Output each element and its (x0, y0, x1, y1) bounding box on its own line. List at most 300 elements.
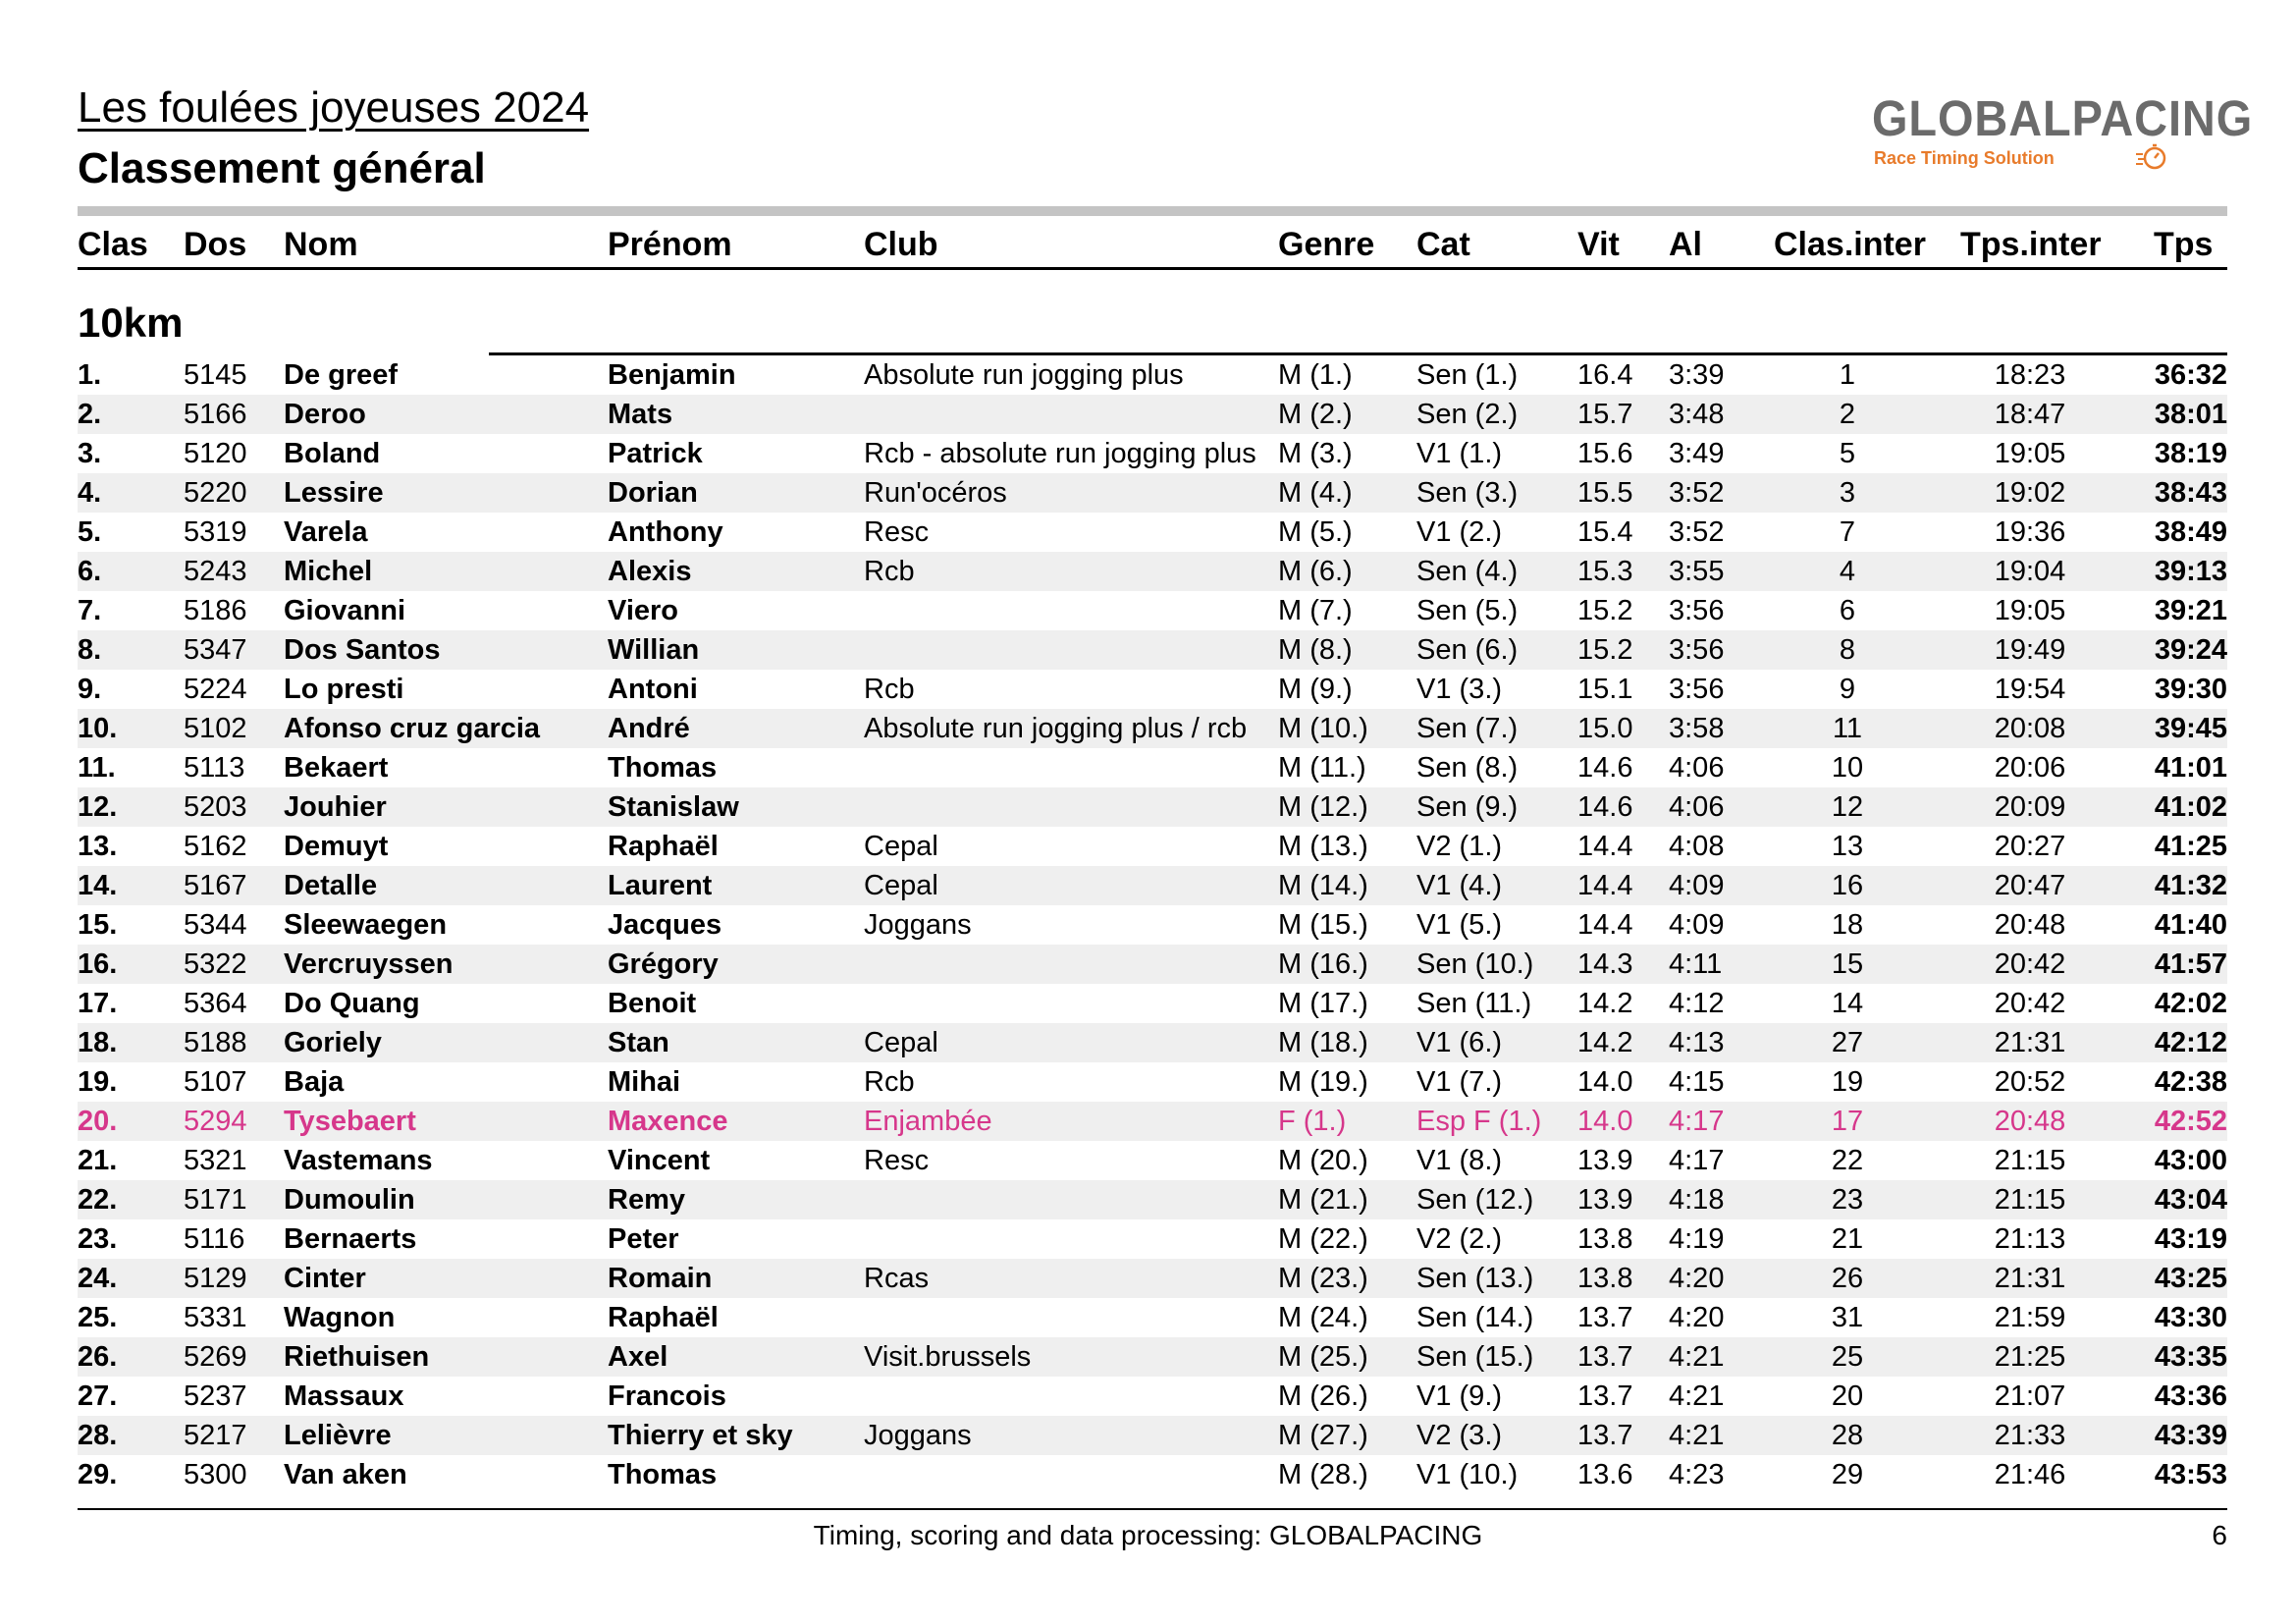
cell-clas: 12. (78, 791, 118, 823)
cell-vit: 14.0 (1577, 1066, 1633, 1098)
cell-prenom: Jacques (608, 909, 722, 941)
cell-dos: 5116 (184, 1223, 245, 1255)
cell-nom: Sleewaegen (284, 909, 448, 941)
table-row (0, 984, 2296, 1023)
cell-clas: 8. (78, 634, 102, 666)
cell-al: 4:15 (1669, 1066, 1725, 1098)
cell-prenom: Vincent (608, 1145, 711, 1176)
cell-cat: V1 (6.) (1416, 1027, 1503, 1058)
cell-prenom: Laurent (608, 870, 713, 901)
cell-tps-inter: 21:07 (1994, 1380, 2066, 1412)
table-row (0, 1023, 2296, 1062)
cell-tps: 41:01 (2154, 752, 2227, 784)
cell-nom: Giovanni (284, 595, 406, 626)
header-rule (78, 267, 2227, 270)
cell-clas-inter: 11 (1832, 713, 1863, 744)
cell-clas: 20. (78, 1106, 118, 1137)
table-row (0, 905, 2296, 945)
cell-cat: Sen (14.) (1416, 1302, 1534, 1333)
cell-prenom: Peter (608, 1223, 679, 1255)
cell-dos: 5224 (184, 674, 247, 705)
table-row (0, 945, 2296, 984)
cell-vit: 15.2 (1577, 595, 1633, 626)
cell-clas: 24. (78, 1263, 118, 1294)
cell-clas-inter: 17 (1831, 1106, 1864, 1137)
cell-clas: 13. (78, 831, 118, 862)
cell-clas-inter: 28 (1831, 1420, 1864, 1451)
table-row (0, 1377, 2296, 1416)
cell-vit: 13.9 (1577, 1184, 1633, 1216)
cell-vit: 14.2 (1577, 1027, 1633, 1058)
cell-al: 4:09 (1669, 909, 1725, 941)
cell-tps-inter: 20:48 (1994, 1106, 2066, 1137)
cell-tps-inter: 18:47 (1994, 399, 2066, 430)
cell-club: Enjambée (864, 1106, 992, 1137)
cell-dos: 5203 (184, 791, 247, 823)
cell-prenom: Viero (608, 595, 679, 626)
cell-cat: Sen (7.) (1416, 713, 1519, 744)
cell-genre: M (12.) (1278, 791, 1368, 823)
table-row (0, 355, 2296, 395)
cell-dos: 5300 (184, 1459, 247, 1490)
table-row (0, 1141, 2296, 1180)
cell-genre: M (27.) (1278, 1420, 1368, 1451)
cell-prenom: Antoni (608, 674, 698, 705)
cell-club: Run'océros (864, 477, 1007, 509)
column-header-cat: Cat (1416, 226, 1470, 263)
cell-clas: 17. (78, 988, 118, 1019)
cell-clas-inter: 25 (1831, 1341, 1864, 1373)
cell-clas-inter: 13 (1831, 831, 1864, 862)
cell-clas: 22. (78, 1184, 118, 1216)
cell-vit: 14.0 (1577, 1106, 1633, 1137)
cell-prenom: Anthony (608, 516, 723, 548)
table-row (0, 1102, 2296, 1141)
table-row (0, 513, 2296, 552)
cell-genre: M (14.) (1278, 870, 1368, 901)
cell-club: Absolute run jogging plus / rcb (864, 713, 1248, 744)
cell-tps: 43:30 (2154, 1302, 2227, 1333)
cell-nom: Tysebaert (284, 1106, 416, 1137)
cell-al: 4:06 (1669, 791, 1725, 823)
cell-vit: 15.3 (1577, 556, 1633, 587)
cell-clas: 1. (78, 359, 102, 391)
cell-tps-inter: 21:25 (1994, 1341, 2066, 1373)
cell-genre: M (13.) (1278, 831, 1368, 862)
cell-club: Cepal (864, 831, 938, 862)
cell-tps: 39:24 (2154, 634, 2227, 666)
cell-prenom: André (608, 713, 690, 744)
cell-tps-inter: 19:05 (1994, 595, 2066, 626)
cell-vit: 15.0 (1577, 713, 1633, 744)
cell-clas-inter: 15 (1831, 948, 1864, 980)
cell-dos: 5220 (184, 477, 247, 509)
cell-al: 4:11 (1669, 948, 1723, 980)
cell-tps-inter: 20:47 (1994, 870, 2066, 901)
cell-clas-inter: 8 (1839, 634, 1856, 666)
cell-club: Joggans (864, 1420, 972, 1451)
cell-clas: 28. (78, 1420, 118, 1451)
cell-tps: 39:45 (2154, 713, 2227, 744)
cell-clas: 29. (78, 1459, 118, 1490)
cell-clas-inter: 21 (1831, 1223, 1864, 1255)
cell-al: 4:21 (1669, 1380, 1725, 1412)
cell-al: 4:06 (1669, 752, 1725, 784)
cell-tps: 41:32 (2154, 870, 2227, 901)
table-row (0, 395, 2296, 434)
cell-tps-inter: 19:04 (1994, 556, 2066, 587)
cell-genre: F (1.) (1278, 1106, 1347, 1137)
cell-clas: 23. (78, 1223, 118, 1255)
cell-clas: 18. (78, 1027, 118, 1058)
column-header-tps: Tps (2154, 226, 2214, 263)
cell-nom: Bernaerts (284, 1223, 417, 1255)
table-row (0, 670, 2296, 709)
cell-tps-inter: 20:09 (1994, 791, 2066, 823)
cell-nom: Michel (284, 556, 373, 587)
cell-tps-inter: 20:42 (1994, 948, 2066, 980)
table-row (0, 866, 2296, 905)
cell-cat: V1 (8.) (1416, 1145, 1503, 1176)
cell-nom: Goriely (284, 1027, 382, 1058)
cell-club: Rcb (864, 556, 915, 587)
cell-tps-inter: 20:08 (1994, 713, 2066, 744)
cell-genre: M (22.) (1278, 1223, 1368, 1255)
cell-dos: 5186 (184, 595, 247, 626)
cell-clas: 2. (78, 399, 102, 430)
cell-nom: Detalle (284, 870, 378, 901)
cell-club: Resc (864, 516, 930, 548)
cell-dos: 5364 (184, 988, 247, 1019)
cell-cat: V2 (3.) (1416, 1420, 1503, 1451)
cell-tps: 41:02 (2154, 791, 2227, 823)
cell-cat: Sen (9.) (1416, 791, 1519, 823)
cell-club: Cepal (864, 1027, 938, 1058)
cell-tps: 39:30 (2154, 674, 2227, 705)
table-row (0, 630, 2296, 670)
cell-prenom: Remy (608, 1184, 685, 1216)
cell-clas-inter: 18 (1831, 909, 1864, 941)
cell-prenom: Mihai (608, 1066, 681, 1098)
logo-tagline: Race Timing Solution (1874, 148, 2055, 168)
cell-cat: V1 (5.) (1416, 909, 1503, 941)
cell-vit: 15.2 (1577, 634, 1633, 666)
cell-clas: 26. (78, 1341, 118, 1373)
cell-al: 4:19 (1669, 1223, 1725, 1255)
cell-genre: M (19.) (1278, 1066, 1368, 1098)
cell-al: 3:56 (1669, 595, 1725, 626)
cell-dos: 5237 (184, 1380, 247, 1412)
column-header-tps-inter: Tps.inter (1960, 226, 2102, 263)
cell-nom: Lelièvre (284, 1420, 392, 1451)
cell-cat: Sen (4.) (1416, 556, 1519, 587)
cell-vit: 15.6 (1577, 438, 1633, 469)
table-row (0, 1337, 2296, 1377)
cell-vit: 15.5 (1577, 477, 1633, 509)
cell-tps: 43:39 (2154, 1420, 2227, 1451)
cell-dos: 5113 (184, 752, 245, 784)
cell-tps: 43:53 (2154, 1459, 2227, 1490)
cell-tps: 41:40 (2154, 909, 2227, 941)
table-row (0, 552, 2296, 591)
column-header-prenom: Prénom (608, 226, 732, 263)
cell-prenom: Francois (608, 1380, 726, 1412)
cell-vit: 14.4 (1577, 831, 1633, 862)
cell-vit: 15.1 (1577, 674, 1633, 705)
cell-clas-inter: 29 (1831, 1459, 1864, 1490)
cell-prenom: Stan (608, 1027, 669, 1058)
cell-genre: M (25.) (1278, 1341, 1368, 1373)
column-header-club: Club (864, 226, 938, 263)
cell-clas: 10. (78, 713, 118, 744)
cell-tps-inter: 21:31 (1994, 1263, 2066, 1294)
cell-cat: Sen (11.) (1416, 988, 1532, 1019)
cell-cat: V1 (7.) (1416, 1066, 1503, 1098)
cell-nom: Demuyt (284, 831, 389, 862)
cell-tps: 43:35 (2154, 1341, 2227, 1373)
cell-al: 4:21 (1669, 1341, 1725, 1373)
cell-tps-inter: 21:15 (1994, 1145, 2066, 1176)
cell-dos: 5319 (184, 516, 247, 548)
column-header-vit: Vit (1577, 226, 1620, 263)
table-row (0, 1416, 2296, 1455)
cell-club: Rcb - absolute run jogging plus (864, 438, 1256, 469)
cell-genre: M (28.) (1278, 1459, 1368, 1490)
cell-nom: Cinter (284, 1263, 366, 1294)
cell-vit: 13.7 (1577, 1341, 1633, 1373)
cell-genre: M (2.) (1278, 399, 1353, 430)
cell-prenom: Thierry et sky (608, 1420, 793, 1451)
cell-al: 3:49 (1669, 438, 1725, 469)
table-row (0, 787, 2296, 827)
cell-clas: 15. (78, 909, 118, 941)
cell-al: 4:09 (1669, 870, 1725, 901)
cell-genre: M (7.) (1278, 595, 1353, 626)
table-row (0, 1219, 2296, 1259)
cell-clas: 4. (78, 477, 102, 509)
cell-vit: 13.6 (1577, 1459, 1633, 1490)
cell-clas-inter: 19 (1831, 1066, 1864, 1098)
cell-prenom: Stanislaw (608, 791, 739, 823)
cell-cat: V1 (10.) (1416, 1459, 1519, 1490)
cell-prenom: Benjamin (608, 359, 736, 391)
cell-al: 3:48 (1669, 399, 1725, 430)
cell-genre: M (9.) (1278, 674, 1353, 705)
cell-al: 4:21 (1669, 1420, 1725, 1451)
cell-cat: V1 (4.) (1416, 870, 1503, 901)
cell-club: Cepal (864, 870, 938, 901)
cell-nom: De greef (284, 359, 399, 391)
cell-tps-inter: 21:31 (1994, 1027, 2066, 1058)
cell-genre: M (17.) (1278, 988, 1368, 1019)
cell-genre: M (15.) (1278, 909, 1368, 941)
cell-dos: 5321 (184, 1145, 247, 1176)
cell-genre: M (18.) (1278, 1027, 1368, 1058)
column-header-clas-inter: Clas.inter (1774, 226, 1926, 263)
footer-rule (78, 1508, 2227, 1510)
cell-tps-inter: 19:05 (1994, 438, 2066, 469)
cell-tps: 43:36 (2154, 1380, 2227, 1412)
cell-clas: 3. (78, 438, 102, 469)
cell-dos: 5322 (184, 948, 247, 980)
cell-club: Rcb (864, 674, 915, 705)
cell-club: Rcas (864, 1263, 930, 1294)
cell-vit: 15.4 (1577, 516, 1633, 548)
cell-cat: Sen (1.) (1416, 359, 1519, 391)
cell-vit: 13.9 (1577, 1145, 1633, 1176)
cell-genre: M (11.) (1278, 752, 1366, 784)
cell-nom: Afonso cruz garcia (284, 713, 541, 744)
column-header-genre: Genre (1278, 226, 1375, 263)
cell-tps-inter: 19:02 (1994, 477, 2066, 509)
cell-al: 4:18 (1669, 1184, 1725, 1216)
cell-al: 4:23 (1669, 1459, 1725, 1490)
cell-vit: 15.7 (1577, 399, 1633, 430)
cell-genre: M (20.) (1278, 1145, 1368, 1176)
cell-prenom: Axel (608, 1341, 668, 1373)
cell-cat: V1 (2.) (1416, 516, 1503, 548)
cell-prenom: Maxence (608, 1106, 728, 1137)
cell-vit: 16.4 (1577, 359, 1633, 391)
cell-prenom: Mats (608, 399, 673, 430)
cell-clas-inter: 16 (1831, 870, 1864, 901)
cell-clas: 9. (78, 674, 102, 705)
cell-prenom: Thomas (608, 1459, 718, 1490)
cell-tps-inter: 20:48 (1994, 909, 2066, 941)
cell-nom: Wagnon (284, 1302, 396, 1333)
cell-clas-inter: 6 (1839, 595, 1856, 626)
cell-clas-inter: 14 (1831, 988, 1864, 1019)
globalpacing-logo (1860, 84, 2254, 178)
cell-tps: 38:43 (2154, 477, 2227, 509)
cell-clas: 6. (78, 556, 102, 587)
cell-vit: 13.7 (1577, 1380, 1633, 1412)
cell-al: 4:08 (1669, 831, 1725, 862)
header-band (78, 206, 2227, 216)
cell-tps-inter: 21:13 (1994, 1223, 2066, 1255)
cell-cat: V1 (3.) (1416, 674, 1503, 705)
table-row (0, 473, 2296, 513)
cell-prenom: Patrick (608, 438, 703, 469)
cell-vit: 13.8 (1577, 1223, 1633, 1255)
cell-dos: 5188 (184, 1027, 247, 1058)
table-row (0, 827, 2296, 866)
column-header-dos: Dos (184, 226, 247, 263)
cell-tps: 43:00 (2154, 1145, 2227, 1176)
cell-tps: 39:13 (2154, 556, 2227, 587)
cell-dos: 5344 (184, 909, 247, 941)
table-row (0, 1455, 2296, 1494)
cell-genre: M (1.) (1278, 359, 1353, 391)
cell-tps-inter: 19:36 (1994, 516, 2066, 548)
cell-clas-inter: 5 (1839, 438, 1856, 469)
cell-clas-inter: 31 (1831, 1302, 1864, 1333)
cell-tps: 43:25 (2154, 1263, 2227, 1294)
cell-clas: 27. (78, 1380, 118, 1412)
table-row (0, 434, 2296, 473)
cell-tps-inter: 20:52 (1994, 1066, 2066, 1098)
cell-tps: 41:25 (2154, 831, 2227, 862)
logo-wordmark: GLOBALPACING (1872, 90, 2254, 146)
cell-dos: 5331 (184, 1302, 247, 1333)
cell-tps: 38:49 (2154, 516, 2227, 548)
cell-nom: Deroo (284, 399, 366, 430)
cell-cat: Sen (6.) (1416, 634, 1519, 666)
cell-genre: M (8.) (1278, 634, 1353, 666)
cell-clas: 7. (78, 595, 102, 626)
cell-nom: Jouhier (284, 791, 387, 823)
cell-tps-inter: 21:33 (1994, 1420, 2066, 1451)
cell-vit: 13.8 (1577, 1263, 1633, 1294)
cell-clas: 25. (78, 1302, 118, 1333)
cell-nom: Lo presti (284, 674, 404, 705)
cell-prenom: Raphaël (608, 831, 719, 862)
cell-clas-inter: 7 (1839, 516, 1856, 548)
cell-clas: 11. (78, 752, 116, 784)
cell-dos: 5217 (184, 1420, 247, 1451)
cell-tps: 38:01 (2154, 399, 2227, 430)
cell-al: 3:56 (1669, 634, 1725, 666)
cell-clas-inter: 27 (1831, 1027, 1864, 1058)
cell-genre: M (24.) (1278, 1302, 1368, 1333)
cell-tps: 43:04 (2154, 1184, 2227, 1216)
cell-tps-inter: 19:54 (1994, 674, 2066, 705)
cell-nom: Vercruyssen (284, 948, 454, 980)
cell-prenom: Willian (608, 634, 700, 666)
cell-dos: 5294 (184, 1106, 247, 1137)
table-row (0, 1298, 2296, 1337)
cell-prenom: Raphaël (608, 1302, 719, 1333)
cell-tps: 38:19 (2154, 438, 2227, 469)
cell-dos: 5166 (184, 399, 247, 430)
cell-cat: Esp F (1.) (1416, 1106, 1542, 1137)
cell-tps: 42:52 (2154, 1106, 2227, 1137)
cell-prenom: Grégory (608, 948, 719, 980)
cell-club: Joggans (864, 909, 972, 941)
table-row (0, 1180, 2296, 1219)
cell-clas-inter: 3 (1839, 477, 1856, 509)
cell-genre: M (5.) (1278, 516, 1353, 548)
cell-vit: 14.6 (1577, 791, 1633, 823)
page-number: 6 (2212, 1520, 2227, 1550)
cell-al: 3:52 (1669, 516, 1725, 548)
cell-dos: 5167 (184, 870, 247, 901)
cell-al: 4:17 (1669, 1106, 1725, 1137)
cell-tps: 42:02 (2154, 988, 2227, 1019)
cell-al: 3:39 (1669, 359, 1725, 391)
cell-cat: V1 (1.) (1416, 438, 1503, 469)
cell-nom: Baja (284, 1066, 345, 1098)
cell-clas: 21. (78, 1145, 118, 1176)
cell-nom: Massaux (284, 1380, 404, 1412)
cell-clas-inter: 12 (1831, 791, 1864, 823)
stopwatch-icon (2135, 141, 2168, 171)
cell-dos: 5347 (184, 634, 247, 666)
cell-clas-inter: 4 (1839, 556, 1856, 587)
cell-nom: Bekaert (284, 752, 389, 784)
cell-tps: 42:12 (2154, 1027, 2227, 1058)
cell-vit: 14.2 (1577, 988, 1633, 1019)
cell-tps-inter: 20:06 (1994, 752, 2066, 784)
cell-nom: Lessire (284, 477, 384, 509)
cell-nom: Riethuisen (284, 1341, 430, 1373)
cell-cat: V1 (9.) (1416, 1380, 1503, 1412)
cell-cat: V2 (1.) (1416, 831, 1503, 862)
cell-dos: 5120 (184, 438, 247, 469)
table-row (0, 748, 2296, 787)
cell-al: 3:58 (1669, 713, 1725, 744)
cell-genre: M (3.) (1278, 438, 1353, 469)
